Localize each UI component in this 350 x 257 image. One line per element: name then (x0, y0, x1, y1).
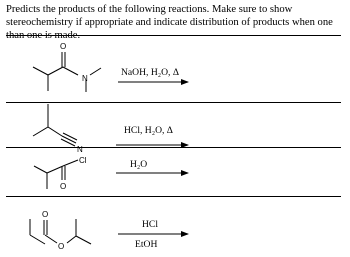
reagent-1: NaOH, H₂O, Δ (121, 67, 180, 78)
ester-ether-oxygen-label: O (58, 242, 65, 251)
nitrile-nitrogen-label: N (77, 145, 83, 154)
ester-carbonyl-oxygen-label: O (42, 210, 49, 219)
amide-nitrogen-label: N (82, 74, 88, 83)
acyl-oxygen-label: O (60, 182, 67, 191)
reagent-3: H₂O (130, 159, 148, 170)
amide-oxygen-label: O (60, 42, 67, 51)
nitrile-structure (33, 104, 77, 146)
amide-structure (33, 52, 101, 92)
reagent-4-above: HCl (142, 219, 158, 230)
instructions-text: Predicts the products of the following reactions. Make sure to show stereochemistry if appropriate and indicate distribution of products when one than one is made. (6, 4, 333, 42)
ester-structure (30, 219, 91, 244)
reagent-4-below: EtOH (135, 239, 158, 250)
acyl-chloride-structure (34, 160, 78, 189)
reagent-2: HCl, H₂O, Δ (124, 125, 173, 136)
acyl-chlorine-label: Cl (79, 156, 87, 165)
